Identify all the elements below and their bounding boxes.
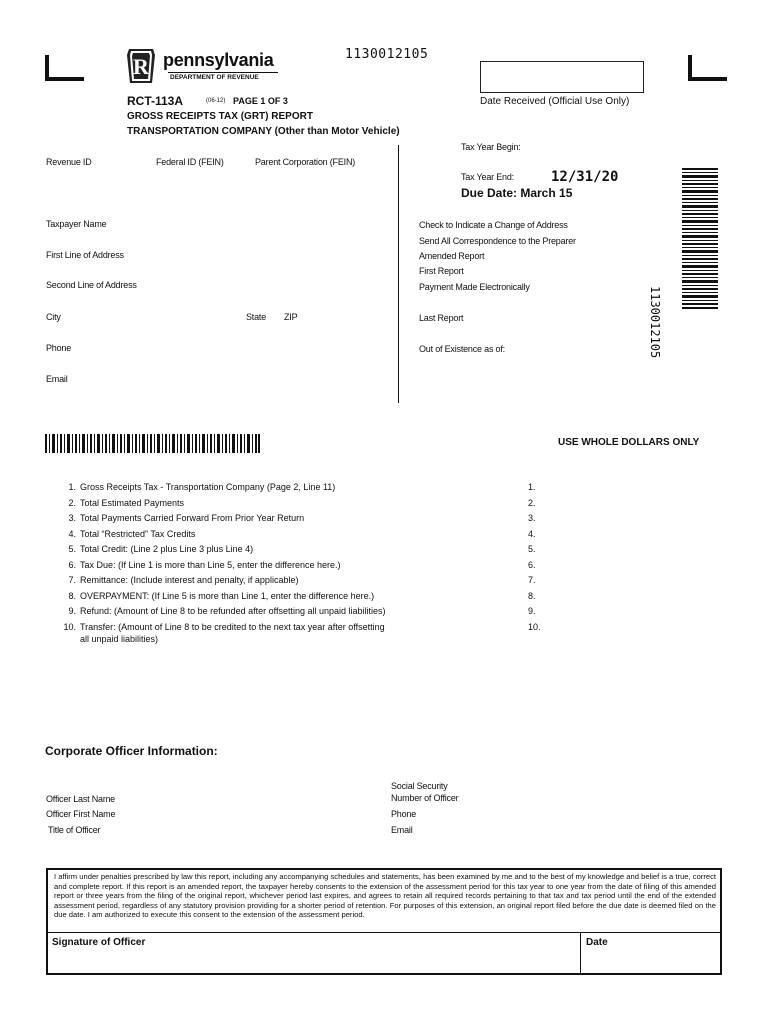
address-line1-label[interactable]: First Line of Address <box>46 250 124 260</box>
logo-rule <box>168 72 278 73</box>
signature-divider <box>580 933 581 974</box>
out-of-existence-label[interactable]: Out of Existence as of: <box>419 344 505 354</box>
whole-dollars-note: USE WHOLE DOLLARS ONLY <box>558 437 700 448</box>
checkbox-amended-report[interactable]: Amended Report <box>419 251 485 261</box>
affirmation-box <box>46 868 722 975</box>
org-name: pennsylvania <box>163 50 274 70</box>
officer-ssn-label-line1[interactable]: Social Security <box>391 781 448 791</box>
officer-last-name-label[interactable]: Officer Last Name <box>46 794 115 804</box>
top-scan-code: 1130012105 <box>345 47 429 62</box>
side-scan-code: 1130012105 <box>648 286 662 359</box>
form-revision: (06-12) <box>206 98 226 104</box>
city-label[interactable]: City <box>46 312 61 322</box>
email-label[interactable]: Email <box>46 374 68 384</box>
federal-id-label[interactable]: Federal ID (FEIN) <box>156 157 224 167</box>
parent-corp-label[interactable]: Parent Corporation (FEIN) <box>255 157 356 167</box>
officer-phone-label[interactable]: Phone <box>391 809 417 819</box>
tax-year-end-value: 12/31/20 <box>551 169 619 185</box>
officer-email-label[interactable]: Email <box>391 825 413 835</box>
signature-row <box>48 932 720 974</box>
form-title-line2: TRANSPORTATION COMPANY (Other than Motor Vehicle) <box>127 126 400 137</box>
date-label[interactable]: Date <box>586 937 608 948</box>
column-divider <box>398 145 399 403</box>
affirmation-text: I affirm under penalties prescribed by law this report, including any accompanying schedules and statements, has been examined by me and to the best of my knowledge and belief is a true, correct and complete report. If this report is an amended report, the taxpayer hereby consents to the extension of the assessment period for this tax year to one year from the date of filing of this amended report or three years from the filing of the original report, whichever period last expires, and agrees to retain all required records pertaining to that tax and tax period until the end of the extended assessment period, regardless of any statutory provision providing for a shorter period of retention. For purposes of this extension, an original report filed before the due date is deemed filed on the due date. I am authorized to execute this consent to the extension of the assessment period. <box>54 872 716 920</box>
org-dept: DEPARTMENT OF REVENUE <box>170 74 259 81</box>
officer-first-name-label[interactable]: Officer First Name <box>46 809 116 819</box>
vertical-barcode-icon <box>680 168 720 310</box>
form-number: RCT-113A <box>127 94 184 108</box>
page-indicator: PAGE 1 OF 3 <box>233 96 288 106</box>
horizontal-barcode-icon <box>45 434 260 453</box>
due-date: Due Date: March 15 <box>461 186 573 200</box>
checkbox-payment-electronic[interactable]: Payment Made Electronically <box>419 282 530 292</box>
registration-mark-right <box>688 55 727 81</box>
signature-label[interactable]: Signature of Officer <box>52 937 146 948</box>
date-received-label: Date Received (Official Use Only) <box>480 96 630 107</box>
date-received-box[interactable] <box>480 61 644 93</box>
checkbox-first-report[interactable]: First Report <box>419 266 464 276</box>
revenue-id-label[interactable]: Revenue ID <box>46 157 92 167</box>
registration-mark-left <box>45 55 84 81</box>
officer-title-label[interactable]: Title of Officer <box>48 825 101 835</box>
officer-ssn-label-line2[interactable]: Number of Officer <box>391 793 459 803</box>
address-line2-label[interactable]: Second Line of Address <box>46 280 137 290</box>
tax-year-begin-label: Tax Year Begin: <box>461 142 521 152</box>
phone-label[interactable]: Phone <box>46 343 72 353</box>
checkbox-last-report[interactable]: Last Report <box>419 313 464 323</box>
checkbox-send-preparer[interactable]: Send All Correspondence to the Preparer <box>419 236 576 246</box>
tax-year-end-label: Tax Year End: <box>461 172 514 182</box>
form-title-line1: GROSS RECEIPTS TAX (GRT) REPORT <box>127 111 313 122</box>
state-label[interactable]: State <box>246 312 267 322</box>
checkbox-change-address[interactable]: Check to Indicate a Change of Address <box>419 220 568 230</box>
officer-heading: Corporate Officer Information: <box>45 744 218 758</box>
taxpayer-name-label[interactable]: Taxpayer Name <box>46 219 107 229</box>
zip-label[interactable]: ZIP <box>284 312 298 322</box>
logo-letter: R <box>133 54 149 79</box>
